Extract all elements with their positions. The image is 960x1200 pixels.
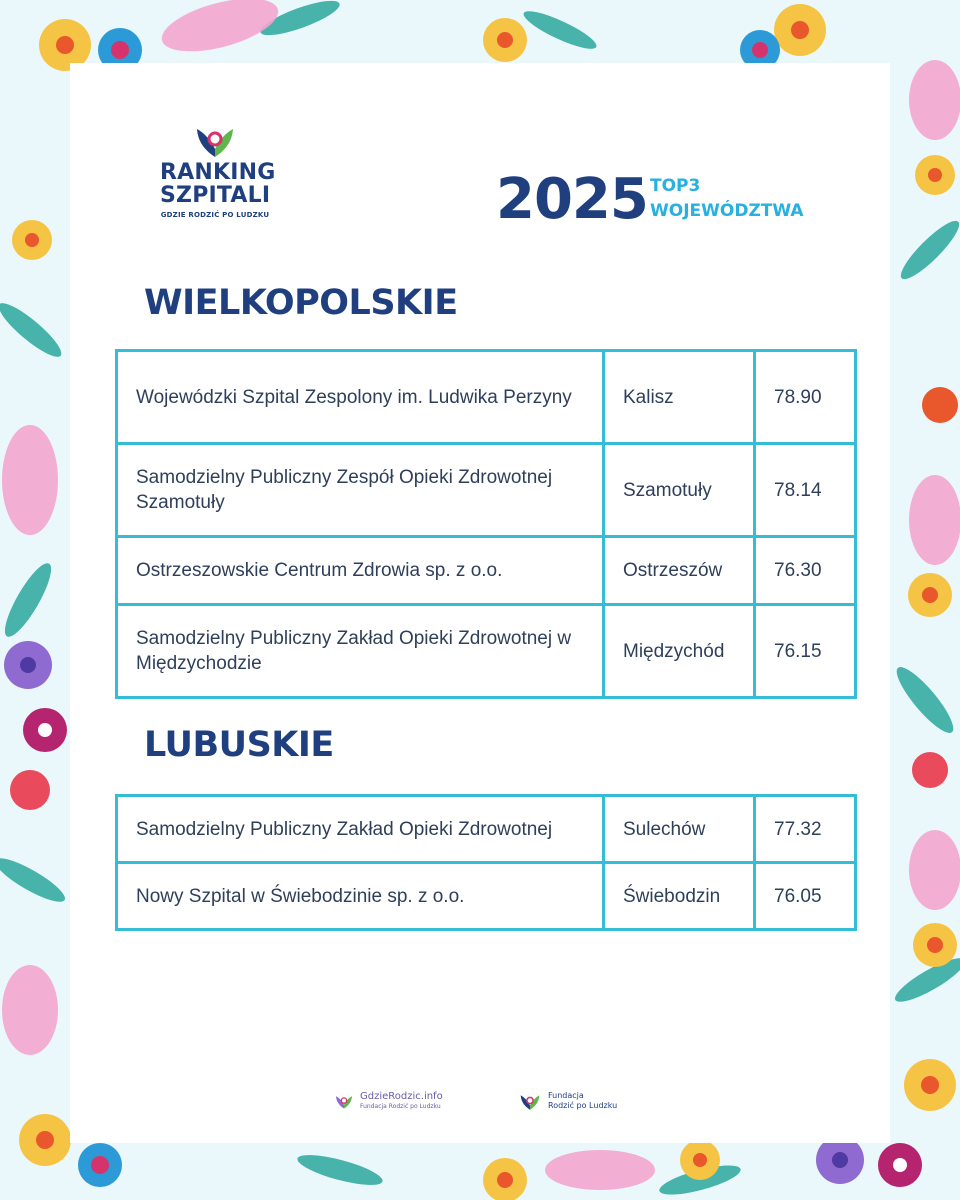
- hospital-name-cell: Samodzielny Publiczny Zespół Opieki Zdrowotnej Szamotuły: [117, 444, 604, 537]
- hospital-name-cell: Samodzielny Publiczny Zakład Opieki Zdrowotnej w Międzychodzie: [117, 605, 604, 698]
- ranking-table: [115, 349, 857, 699]
- hospital-name-cell: Samodzielny Publiczny Zakład Opieki Zdrowotnej: [117, 796, 604, 863]
- score-cell: 76.05: [755, 863, 856, 930]
- city-cell: Międzychód: [604, 605, 755, 698]
- footer-site-name: GdzieRodzic.info: [360, 1091, 443, 1102]
- table-row: [117, 796, 856, 863]
- tulip-logo-icon: [332, 1091, 356, 1111]
- logo-title-line1: RANKING: [160, 160, 276, 185]
- year-heading: 2025: [496, 167, 648, 232]
- city-cell: Świebodzin: [604, 863, 755, 930]
- region-heading: WIELKOPOLSKIE: [144, 283, 458, 323]
- city-cell: Szamotuły: [604, 444, 755, 537]
- ranking-table: [115, 794, 857, 931]
- score-cell: 77.32: [755, 796, 856, 863]
- hospital-name-cell: Ostrzeszowskie Centrum Zdrowia sp. z o.o.: [117, 537, 604, 605]
- footer-foundation-line1: Fundacja: [548, 1091, 584, 1100]
- region-heading: LUBUSKIE: [144, 725, 334, 765]
- table-row: [117, 351, 856, 444]
- footer-site-subtitle: Fundacja Rodzić po Ludzku: [360, 1103, 441, 1110]
- table-row: [117, 537, 856, 605]
- gdzierodzic-footer-logo: [332, 1091, 443, 1111]
- footer-foundation-line2: Rodzić po Ludzku: [548, 1101, 618, 1110]
- top3-badge: [650, 174, 804, 224]
- voivodeships-label: WOJEWÓDZTWA: [650, 201, 804, 221]
- table-row: [117, 605, 856, 698]
- score-cell: 78.90: [755, 351, 856, 444]
- table-row: [117, 863, 856, 930]
- content-card: [70, 63, 890, 1143]
- tulip-logo-icon: [188, 121, 242, 159]
- score-cell: 76.15: [755, 605, 856, 698]
- ranking-szpitali-logo: [160, 121, 276, 219]
- city-cell: Kalisz: [604, 351, 755, 444]
- city-cell: Ostrzeszów: [604, 537, 755, 605]
- top3-label: TOP3: [650, 176, 701, 196]
- foundation-footer-logo: [516, 1091, 617, 1111]
- score-cell: 76.30: [755, 537, 856, 605]
- tulip-logo-icon: [516, 1091, 544, 1111]
- city-cell: Sulechów: [604, 796, 755, 863]
- score-cell: 78.14: [755, 444, 856, 537]
- logo-tagline: GDZIE RODZIĆ PO LUDZKU: [160, 211, 270, 219]
- hospital-name-cell: Wojewódzki Szpital Zespolony im. Ludwika Perzyny: [117, 351, 604, 444]
- hospital-name-cell: Nowy Szpital w Świebodzinie sp. z o.o.: [117, 863, 604, 930]
- table-row: [117, 444, 856, 537]
- logo-title-line2: SZPITALI: [160, 183, 271, 208]
